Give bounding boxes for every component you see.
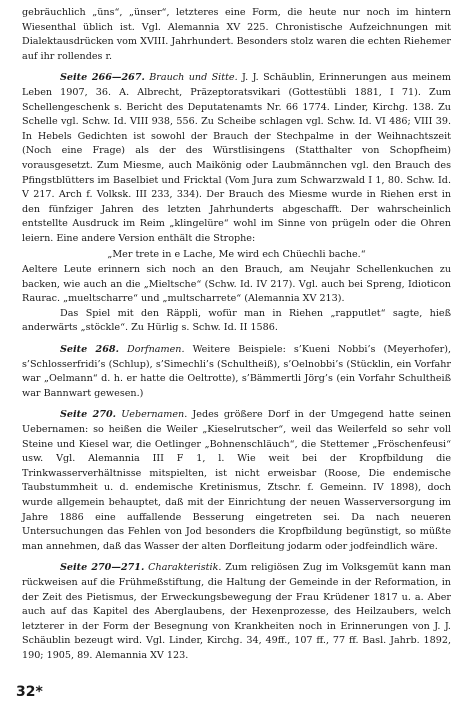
section-ref: Seite 266—267. — [60, 72, 145, 84]
section-body: Zum religiösen Zug im Volksgemüt kann man rückweisen auf die Frühmeßstiftung, die Haltung der Gemeinde in der Reformation, in der Zeit des Pietismus, der Erweckungsbewegung der Frau Krüdener 1817 u. a. Aber auch auf das Kapitel des Aberglaubens, der Hexenprozesse, des Heilzaubers, welch letzterer in der Form der Besegnung von Krankheiten noch in Erinnerungen von J. J. Schäublin bezeugt wird. Vgl. Linder, Kirchg. 34, 49ff., 107 ff., 77 ff. Basl. Jahrb. 1892, 190; 1905, 89. Alemannia XV 123. — [22, 562, 451, 661]
section-topic: Brauch und Sitte. — [149, 72, 238, 84]
intro-paragraph: gebräuchlich „üns“, „ünser“, letzteres eine Form, die heute nur noch im hintern Wiesenthal üblich ist. Vgl. Alemannia XV 225. Chronistische Aufzeichnungen mit Dialektausdrücken vom XVIII. Jahrhundert. Besonders stolz waren die echten Riehemer auf ihr rollendes r. — [22, 7, 451, 62]
section-extra-paragraph: Das Spiel mit den Räppli, wofür man in Riehen „rapputlet“ sagte, hieß anderwärts „stöckle“. Zu Hürlig s. Schw. Id. II 1586. — [22, 307, 451, 334]
section-topic: Charakteristik. — [148, 562, 222, 574]
verse-line: „Mer trete in e Lache, Me wird ech Chüechli bache.“ — [107, 248, 366, 260]
page-number: 32* — [16, 684, 43, 700]
section-ref: Seite 270—271. — [60, 562, 145, 574]
section-topic: Uebernamen. — [121, 409, 188, 421]
section-dorfnamen — [22, 343, 451, 401]
section-uebernamen — [22, 408, 451, 554]
section-brauch-und-sitte — [22, 71, 451, 246]
section-charakteristik — [22, 561, 451, 663]
section-continuation: Aeltere Leute erinnern sich noch an den Brauch, am Neujahr Schellenkuchen zu backen, wie auch an die „Mieltsche“ (Schw. Id. IV 217). Vgl. auch bei Spreng, Idioticon Raurac. „mueltscharre“ und „multscharrete“ (Alemannia XV 213). — [22, 264, 451, 305]
section-ref: Seite 268. — [60, 344, 119, 356]
section-topic: Dorfnamen. — [127, 344, 185, 356]
section-body: Jedes größere Dorf in der Umgegend hatte seinen Uebernamen: so heißen die Weiler „Kieselrutscher“, weil das Weilerfeld so sehr voll Steine und Kiesel war, die Oetlinger „Bohnenschläuch“, die Stettemer „Fröschenfeusi“ usw. Vgl. Alemannia III F 1, l. Wie weit bei der Kropfbildung die Trinkwasserverhältnisse mitspielten, ist nicht erweisbar (Roose, Die endemische Taubstummheit u. d. endemische Kretinismus, Ztschr. f. Gemeinn. IV 1898), doch wurde allgemein behauptet, daß mit der Einrichtung der neuen Wasserversorgung im Jahre 1886 eine auffallende Besserung eingetreten sei. Da nach neueren Untersuchungen das Fehlen von Jod besonders die Kropfbildung begünstigt, so müßte man annehmen, daß das Wasser der alten Dorfleitung jodarm oder jodfeindlich wäre. — [22, 409, 451, 552]
section-body: J. J. Schäublin, Erinnerungen aus meinem Leben 1907, 36. A. Albrecht, Präzeptoratsvikari (Gottestübli 1881, I 71). Zum Schellengeschenk s. Bericht des Deputatenamts Nr. 66 1774. Linder, Kirchg. 138. Zu Schelle vgl. Schw. Id. VIII 938, 556. Zu Scheibe schlagen vgl. Schw. Id. VI 486; VIII 39. In Hebels Gedichten ist sowohl der Brauch der Stechpalme in der Weihnachtszeit (Noch eine Frage) als der des Würstlisingens (Statthalter von Schopfheim) vorausgesetzt. Zum Miesme, auch Maikönig oder Laubmännchen vgl. den Brauch des Pfingstblütters im Baselbiet und Fricktal (Vom Jura zum Schwarzwald I 1, 80. Schw. Id. V 217. Arch f. Volksk. III 233, 334). Der Brauch des Miesme wurde in Riehen erst in den fünfziger Jahren des letzten Jahrhunderts abgeschafft. Der wahrscheinlich entstellte Ausdruck im Reim „klingelüre“ wohl im Sinne von prügeln oder die Ohren leiern. Eine andere Version enthält die Strophe: — [22, 72, 451, 244]
section-body: Weitere Beispiele: s’Kueni Nobbi’s (Meyerhofer), s’Schlosserfridi’s (Schlup), s’Simechli’s (Schultheiß), s’Oelnobbi’s (Stücklin, ein Vorfahr war „Oelmann“ d. h. er hatte die Oeltrotte), s’Bämmertli Jörg’s (ein Vorfahr Schultheiß war Bannwart gewesen.) — [22, 344, 452, 399]
section-ref: Seite 270. — [60, 409, 117, 421]
